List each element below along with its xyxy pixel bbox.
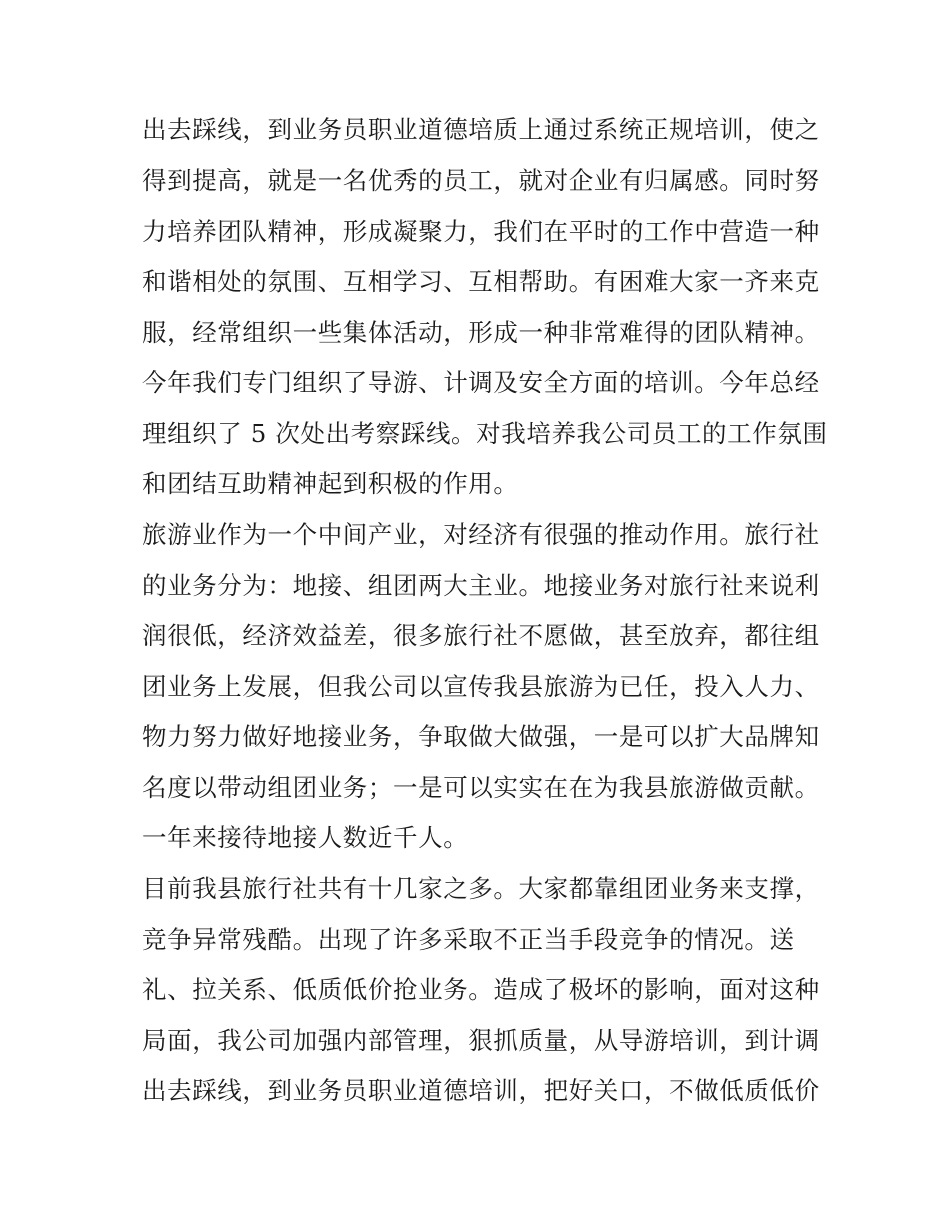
text-line: 力培养团队精神，形成凝聚力，我们在平时的工作中营造一种 <box>142 217 820 246</box>
text-line: 礼、拉关系、低质低价抢业务。造成了极坏的影响，面对这种 <box>142 975 820 1004</box>
text-line: 得到提高，就是一名优秀的员工，就对企业有归属感。同时努 <box>142 166 820 195</box>
text-line: 物力努力做好地接业务，争取做大做强，一是可以扩大品牌知 <box>142 722 820 751</box>
text-line: 团业务上发展，但我公司以宣传我县旅游为已任，投入人力、 <box>142 672 820 701</box>
text-line: 局面，我公司加强内部管理，狠抓质量，从导游培训，到计调 <box>142 1026 820 1055</box>
text-line: 旅游业作为一个中间产业，对经济有很强的推动作用。旅行社 <box>142 520 820 549</box>
text-line: 服，经常组织一些集体活动，形成一种非常难得的团队精神。 <box>142 318 820 347</box>
text-line: 润很低，经济效益差，很多旅行社不愿做，甚至放弃，都往组 <box>142 621 820 650</box>
text-line: 出去踩线，到业务员职业道德培训，把好关口，不做低质低价 <box>142 1076 820 1105</box>
text-line: 名度以带动组团业务；一是可以实实在在为我县旅游做贡献。 <box>142 773 820 802</box>
text-line: 的业务分为：地接、组团两大主业。地接业务对旅行社来说利 <box>142 571 820 600</box>
text-line: 竞争异常残酷。出现了许多采取不正当手段竞争的情况。送 <box>142 925 795 954</box>
text-line: 和谐相处的氛围、互相学习、互相帮助。有困难大家一齐来克 <box>142 267 820 296</box>
text-line: 目前我县旅行社共有十几家之多。大家都靠组团业务来支撑， <box>142 874 820 903</box>
text-line: 和团结互助精神起到积极的作用。 <box>142 469 519 498</box>
text-line: 理组织了 5 次处出考察踩线。对我培养我公司员工的工作氛围 <box>142 419 828 448</box>
text-line: 一年来接待地接人数近千人。 <box>142 823 469 852</box>
text-line: 今年我们专门组织了导游、计调及安全方面的培训。今年总经 <box>142 368 820 397</box>
text-line: 出去踩线，到业务员职业道德培质上通过系统正规培训，使之 <box>142 115 820 144</box>
